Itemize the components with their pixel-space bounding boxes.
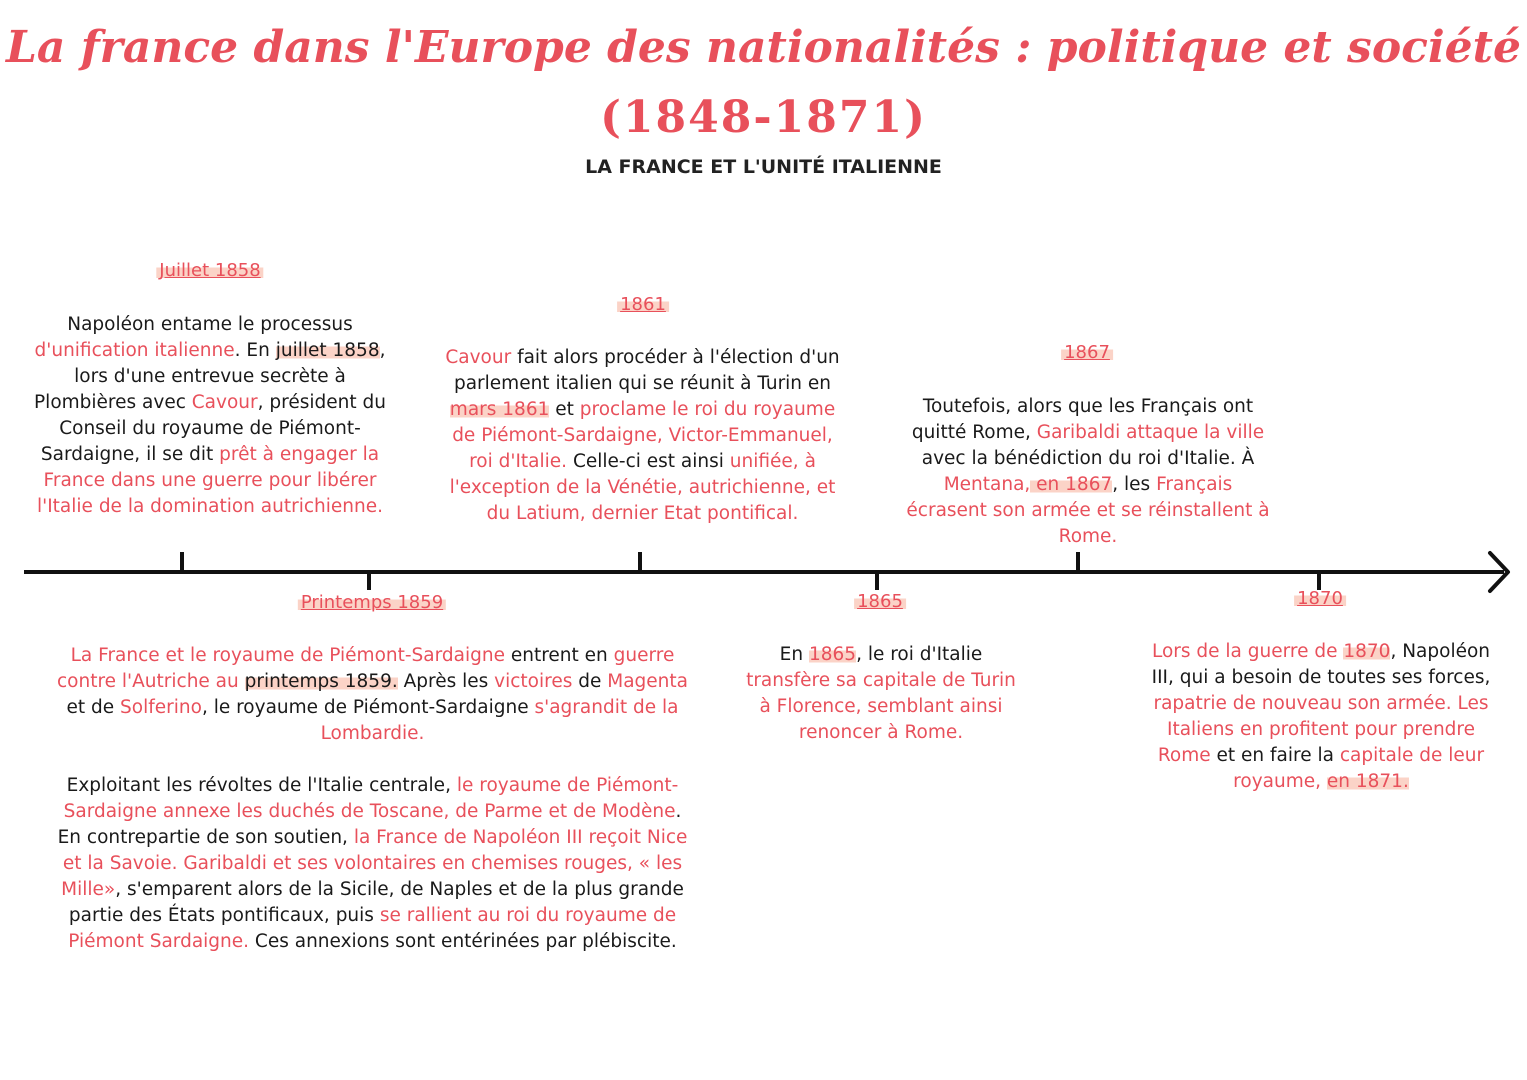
date-label: 1870 (1294, 588, 1346, 609)
date-label: 1867 (1061, 342, 1113, 363)
text-segment: guerre contre l'Autriche au (56, 645, 675, 692)
text-segment: Celle-ci est ainsi (567, 451, 730, 472)
date-1870 (1294, 588, 1346, 609)
text-segment: entrent en (504, 645, 614, 666)
text-segment: 1865 (808, 644, 857, 665)
date-label: Printemps 1859 (298, 592, 446, 613)
text-segment: , président du Conseil du royaume de Piémont-Sardaigne, il se dit (40, 392, 386, 465)
text-segment: s'agrandit de la Lombardie. (320, 697, 679, 744)
page-subtitle: LA FRANCE ET L'UNITÉ ITALIENNE (585, 156, 942, 178)
text-segment: avec la bénédiction du roi d'Italie. À (921, 448, 1255, 469)
text-segment: en 1867 (1030, 474, 1113, 495)
text-segment: et de (66, 697, 121, 718)
event-1870-paragraph (1140, 639, 1502, 795)
text-segment: d'unification italienne (34, 340, 235, 361)
text-segment: Après les (397, 671, 495, 692)
date-label: 1865 (854, 591, 906, 612)
text-segment: et (549, 399, 580, 420)
text-segment: . En (234, 340, 276, 361)
date-label: Juillet 1858 (156, 260, 263, 281)
event-1859-paragraph-2 (55, 773, 690, 955)
text-segment: Ces annexions sont entérinées par plébiscite. (249, 931, 677, 952)
text-segment: prêt à engager la France dans une guerre pour libérer l'Italie de la domination autrichienne. (37, 444, 383, 517)
text-segment: la France de Napoléon III reçoit Nice et la Savoie. Garibaldi et ses volontaires en chemises rouges, « les Mille» (61, 827, 688, 900)
text-segment: , Napoléon III, qui a besoin de toutes ses forces, (1151, 641, 1491, 688)
text-segment: , le royaume de Piémont-Sardaigne (201, 697, 535, 718)
date-juillet-1858 (156, 260, 263, 281)
text-segment: , les (1112, 474, 1157, 495)
text-segment: fait alors procéder à l'élection d'un parlement italien qui se réunit à Turin en (453, 347, 840, 394)
event-1865-text (745, 642, 1017, 746)
text-segment: Magenta (607, 671, 688, 692)
date-1865 (854, 591, 906, 612)
event-1859-paragraph-1 (55, 643, 690, 747)
text-segment: Garibaldi attaque la ville (1036, 422, 1265, 443)
date-1867 (1061, 342, 1113, 363)
date-1861 (617, 294, 669, 315)
event-1858-text (30, 312, 390, 520)
event-1858-paragraph (30, 312, 390, 520)
text-segment: rapatrie de nouveau son armée. Les Italiens en profitent pour prendre Rome (1153, 693, 1489, 766)
date-label: 1861 (617, 294, 669, 315)
text-segment: Napoléon entame le processus (67, 314, 353, 335)
text-segment: unifiée, à l'exception de la Vénétie, autrichienne, et du Latium, dernier Etat pontifical. (449, 451, 836, 524)
text-segment: , le roi d'Italie (856, 644, 983, 665)
text-segment: juillet 1858 (275, 340, 380, 361)
text-segment: Exploitant les révoltes de l'Italie centrale, (66, 775, 457, 796)
text-segment: capitale de leur royaume, (1233, 745, 1485, 792)
text-segment: La France et le royaume de Piémont-Sardaigne (70, 645, 505, 666)
text-segment: le royaume de Piémont-Sardaigne annexe les duchés de Toscane, de Parme et de Modène (63, 775, 679, 822)
event-1861-paragraph (440, 345, 845, 527)
text-segment: . En contrepartie de son soutien, (57, 801, 682, 848)
event-1859-text (55, 643, 690, 955)
text-segment: Toutefois, alors que les Français ont quitté Rome, (911, 396, 1254, 443)
event-1870-text (1140, 639, 1502, 795)
text-segment: Français écrasent son armée et se réinstallent à Rome. (906, 474, 1270, 547)
text-segment: , s'emparent alors de la Sicile, de Naples et de la plus grande partie des États pontificaux, puis (68, 879, 684, 926)
text-segment: Solferino (120, 697, 202, 718)
text-segment: proclame le roi du royaume de Piémont-Sardaigne, Victor-Emmanuel, roi d'Italie. (452, 399, 836, 472)
page-title-dates: (1848-1871) (600, 92, 927, 143)
event-1867-paragraph (905, 394, 1271, 550)
page-title: La france dans l'Europe des nationalités : politique et société (5, 22, 1521, 73)
event-1867-text (905, 394, 1271, 550)
text-segment: mars 1861 (449, 399, 550, 420)
text-segment: 1870 (1343, 641, 1391, 662)
event-1861-text (440, 345, 845, 527)
text-segment: Cavour (445, 347, 512, 368)
text-segment: se rallient au roi du royaume de Piémont Sardaigne. (68, 905, 677, 952)
text-segment: , lors d'une entrevue secrète à Plombières avec (34, 340, 386, 413)
text-segment: en 1871. (1326, 771, 1409, 792)
text-segment: En (779, 644, 809, 665)
text-segment: printemps 1859. (244, 671, 398, 692)
text-segment: transfère sa capitale de Turin à Florence, semblant ainsi renoncer à Rome. (746, 670, 1016, 743)
text-segment: Mentana, (943, 474, 1031, 495)
text-segment: Lors de la guerre de (1151, 641, 1344, 662)
event-1865-paragraph (745, 642, 1017, 746)
date-printemps-1859 (298, 592, 446, 613)
text-segment: et en faire la (1210, 745, 1340, 766)
text-segment: de (572, 671, 608, 692)
text-segment: victoires (494, 671, 573, 692)
text-segment: Cavour (191, 392, 258, 413)
